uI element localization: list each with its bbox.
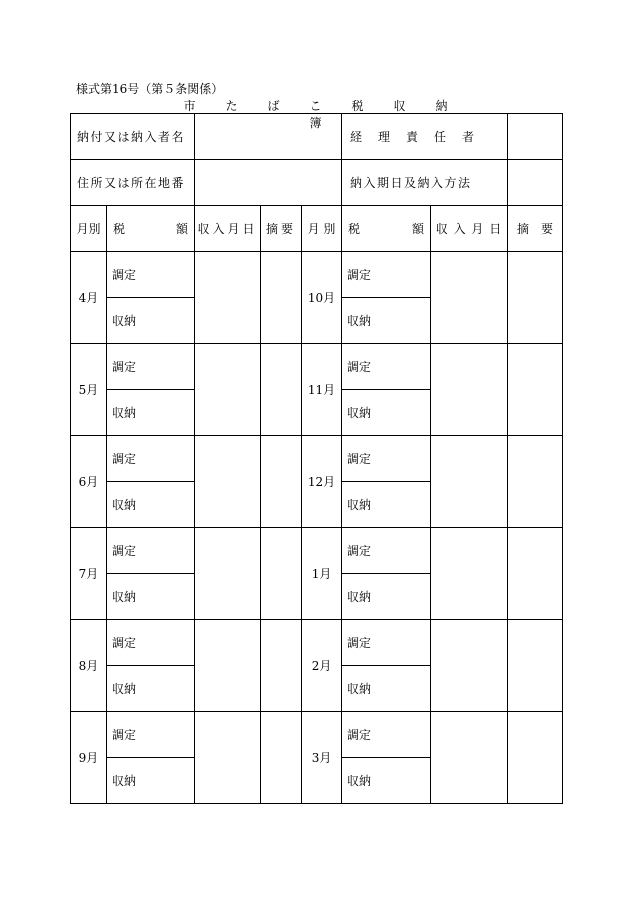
payer-name-field[interactable] bbox=[195, 114, 342, 160]
month-label: 6月 bbox=[71, 436, 107, 528]
header-row-address bbox=[71, 160, 563, 206]
collected-label: 収納 bbox=[107, 390, 195, 436]
receipt-date-cell[interactable] bbox=[195, 712, 261, 804]
address-label: 住所又は所在地番 bbox=[71, 160, 195, 206]
month-label-right: 10月 bbox=[302, 252, 342, 344]
receipt-date-cell[interactable] bbox=[195, 436, 261, 528]
month-label: 4月 bbox=[71, 252, 107, 344]
receipt-date-cell[interactable] bbox=[195, 252, 261, 344]
month-label-right: 1月 bbox=[302, 528, 342, 620]
summary-cell[interactable] bbox=[261, 712, 302, 804]
assessed-label: 調定 bbox=[107, 436, 195, 482]
collected-label: 収納 bbox=[107, 298, 195, 344]
header-row-payer bbox=[71, 114, 563, 160]
month-row bbox=[71, 528, 563, 574]
month-row bbox=[71, 344, 563, 390]
col-month: 月別 bbox=[71, 206, 107, 252]
assessed-label: 調定 bbox=[107, 712, 195, 758]
accountant-field[interactable] bbox=[508, 114, 563, 160]
col-summary-right: 摘 要 bbox=[508, 206, 563, 252]
collected-label: 収納 bbox=[107, 666, 195, 712]
receipt-date-cell[interactable] bbox=[195, 620, 261, 712]
receipt-date-cell[interactable] bbox=[195, 344, 261, 436]
assessed-label-right: 調定 bbox=[342, 528, 431, 574]
assessed-label: 調定 bbox=[107, 620, 195, 666]
summary-cell-right[interactable] bbox=[508, 528, 563, 620]
month-row bbox=[71, 436, 563, 482]
summary-cell[interactable] bbox=[261, 528, 302, 620]
month-label: 5月 bbox=[71, 344, 107, 436]
receipt-date-cell-right[interactable] bbox=[431, 620, 508, 712]
summary-cell-right[interactable] bbox=[508, 620, 563, 712]
month-row bbox=[71, 252, 563, 298]
collected-label: 収納 bbox=[107, 482, 195, 528]
receipt-date-cell-right[interactable] bbox=[431, 252, 508, 344]
month-label-right: 3月 bbox=[302, 712, 342, 804]
accountant-label: 経 理 責 任 者 bbox=[342, 114, 508, 160]
month-label-right: 2月 bbox=[302, 620, 342, 712]
collected-label-right: 収納 bbox=[342, 482, 431, 528]
collected-label-right: 収納 bbox=[342, 666, 431, 712]
col-tax-amount-right: 税 額 bbox=[342, 206, 431, 252]
collected-label: 収納 bbox=[107, 758, 195, 804]
month-label-right: 12月 bbox=[302, 436, 342, 528]
document-title: 市 た ば こ 税 収 納 簿 bbox=[183, 99, 478, 130]
assessed-label-right: 調定 bbox=[342, 436, 431, 482]
month-row bbox=[71, 712, 563, 758]
assessed-label-right: 調定 bbox=[342, 712, 431, 758]
deadline-method-field[interactable] bbox=[508, 160, 563, 206]
assessed-label: 調定 bbox=[107, 252, 195, 298]
col-receipt-date-right: 収 入 月 日 bbox=[431, 206, 508, 252]
form-number: 様式第16号（第５条関係） bbox=[76, 82, 224, 96]
assessed-label-right: 調定 bbox=[342, 620, 431, 666]
deadline-method-label: 納入期日及納入方法 bbox=[342, 160, 508, 206]
summary-cell-right[interactable] bbox=[508, 712, 563, 804]
receipt-date-cell[interactable] bbox=[195, 528, 261, 620]
month-label-right: 11月 bbox=[302, 344, 342, 436]
summary-cell[interactable] bbox=[261, 252, 302, 344]
col-month-right: 月 別 bbox=[302, 206, 342, 252]
assessed-label-right: 調定 bbox=[342, 344, 431, 390]
summary-cell[interactable] bbox=[261, 620, 302, 712]
month-row bbox=[71, 620, 563, 666]
payer-name-label: 納付又は納入者名 bbox=[71, 114, 195, 160]
receipt-date-cell-right[interactable] bbox=[431, 712, 508, 804]
collected-label-right: 収納 bbox=[342, 758, 431, 804]
collected-label-right: 収納 bbox=[342, 390, 431, 436]
receipt-date-cell-right[interactable] bbox=[431, 528, 508, 620]
receipt-date-cell-right[interactable] bbox=[431, 344, 508, 436]
month-label: 9月 bbox=[71, 712, 107, 804]
col-receipt-date: 収入月日 bbox=[195, 206, 261, 252]
collected-label: 収納 bbox=[107, 574, 195, 620]
summary-cell-right[interactable] bbox=[508, 252, 563, 344]
month-label: 8月 bbox=[71, 620, 107, 712]
address-field[interactable] bbox=[195, 160, 342, 206]
ledger-table bbox=[70, 113, 563, 804]
summary-cell[interactable] bbox=[261, 436, 302, 528]
collected-label-right: 収納 bbox=[342, 298, 431, 344]
col-summary: 摘要 bbox=[261, 206, 302, 252]
assessed-label: 調定 bbox=[107, 528, 195, 574]
assessed-label: 調定 bbox=[107, 344, 195, 390]
summary-cell[interactable] bbox=[261, 344, 302, 436]
receipt-date-cell-right[interactable] bbox=[431, 436, 508, 528]
summary-cell-right[interactable] bbox=[508, 436, 563, 528]
column-header-row bbox=[71, 206, 563, 252]
col-tax-amount: 税 額 bbox=[107, 206, 195, 252]
summary-cell-right[interactable] bbox=[508, 344, 563, 436]
assessed-label-right: 調定 bbox=[342, 252, 431, 298]
month-label: 7月 bbox=[71, 528, 107, 620]
collected-label-right: 収納 bbox=[342, 574, 431, 620]
